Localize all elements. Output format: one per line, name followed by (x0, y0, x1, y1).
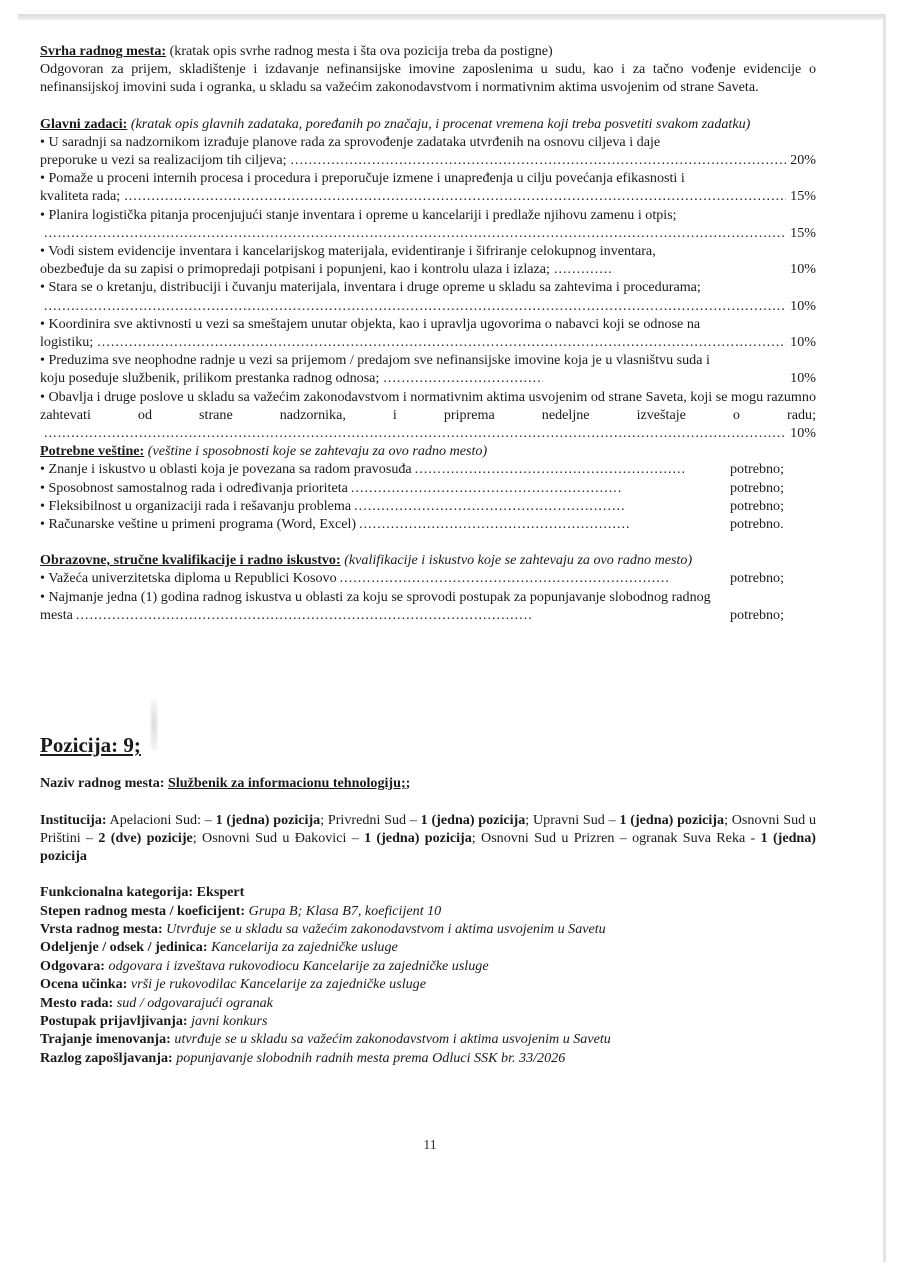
meta-row: Vrsta radnog mesta: Utvrđuje se u skladu sa važećim zakonodavstvom i aktima usvojenim u Savetu (40, 920, 606, 937)
purpose-hint: (kratak opis svrhe radnog mesta i šta ova pozicija treba da postigne) (166, 43, 553, 59)
meta-row: Mesto rada: sud / odgovarajući ogranak (40, 994, 273, 1011)
meta-row: Postupak prijavljivanja: javni konkurs (40, 1012, 268, 1029)
skill-item: • Sposobnost samostalnog rada i određivanja prioriteta ..... potrebno; (40, 479, 816, 497)
tasks-hint: (kratak opis glavnih zadataka, poređanih po značaju, i procenat vremena koji treba posvetiti svakom zadatku) (127, 115, 751, 132)
position-meta (40, 883, 816, 1067)
skill-item: • Računarske veštine u primeni programa (Word, Excel) ..... potrebno. (40, 515, 816, 533)
qualifications-hint: (kvalifikacije i iskustvo koje se zahtevaju za ovo radno mesto) (340, 552, 693, 569)
task-item: • Pomaže u proceni internih procesa i procedura i preporučuje izmene i unapređenja u cilju povećanja efikasnosti i kvaliteta rada; ..... 15% (40, 169, 816, 205)
position-title: Pozicija: 9; (40, 733, 141, 758)
task-item: • Planira logistička pitanja procenjujući stanje inventara i opreme u kancelariji i predlaže njihovu zamenu i otpis; ..... 15% (40, 206, 816, 242)
skills-heading: Potrebne veštine: (40, 443, 145, 460)
page-number: 11 (423, 1138, 437, 1153)
purpose-text: Odgovoran za prijem, skladištenje i izdavanje nefinansijske imovine zaposlenima u sudu, kao i za tačno vođenje evidencije o nefinansijskoj imovini suda i ogranka, u skladu sa važećim zakonodavstvom i normativnim aktima usvojenim od strane Saveta. (40, 61, 816, 96)
purpose-heading: Svrha radnog mesta: (40, 43, 167, 59)
task-item: • U saradnji sa nadzornikom izrađuje planove rada za sprovođenje zadataka utvrđenih na osnovu ciljeva i daje preporuke u vezi sa realizacijom tih ciljeva; ..... 20% (40, 133, 816, 169)
position-institution: Institucija: Apelacioni Sud: – 1 (jedna) pozicija; Privredni Sud – 1 (jedna) pozicija; Upravni Sud – 1 (jedna) pozicija; Osnovni Sud u Prištini – 2 (dve) pozicije; Osnovni Sud u Đakovici – 1 (jedna) pozicija; Osnovni Sud u Prizren – ogranak Suva Reka - 1 (jedna) pozicija (40, 811, 817, 864)
qualification-item: • Važeća univerzitetska diploma u Republici Kosovo ..... potrebno; (40, 569, 816, 587)
task-percent: 15% (790, 224, 816, 241)
skill-item: • Znanje i iskustvo u oblasti koja je povezana sa radom pravosuđa ..... potrebno; (40, 460, 816, 478)
task-percent: 15% (790, 188, 816, 205)
meta-row: Ocena učinka: vrši je rukovodilac Kancelarije za zajedničke usluge (40, 976, 426, 993)
position-name-value: Službenik za informacionu tehnologiju; (168, 775, 406, 792)
meta-row: Stepen radnog mesta / koeficijent: Grupa B; Klasa B7, koeficijent 10 (40, 902, 442, 919)
meta-row: Funkcionalna kategorija: Ekspert (40, 884, 245, 901)
task-item: • Stara se o kretanju, distribuciji i čuvanju materijala, inventara i druge opreme u skladu sa zahtevima i procedurama; ..... 10% (40, 278, 816, 314)
task-item: • Obavlja i druge poslove u skladu sa važećim zakonodavstvom i normativnim aktima usvojenim od strane Saveta, koji se mogu razumno zahtevati od strane nadzornika, i priprema nedeljne izveštaje o radu; ..... 10% (40, 388, 816, 443)
task-percent: 10% (790, 425, 816, 442)
skills-section (40, 442, 816, 533)
meta-row: Trajanje imenovanja: utvrđuje se u skladu sa važećim zakonodavstvom i aktima usvojenim u Savetu (40, 1031, 611, 1048)
task-item: • Vodi sistem evidencije inventara i kancelarijskog materijala, evidentiranje i šifriranje celokupnog inventara, obezbeđuje da su zapisi o primopredaji potpisani i popunjeni, kao i kontrolu ulaza i izlaza; ..... 10% (40, 242, 816, 278)
meta-row: Odgovara: odgovara i izveštava rukovodiocu Kancelarije za zajedničke usluge (40, 957, 489, 974)
position-name: Naziv radnog mesta: Službenik za informacionu tehnologiju;; (40, 775, 411, 792)
task-item: • Preduzima sve neophodne radnje u vezi sa prijemom / predajom sve nefinansijske imovine koja je u vlasništvu suda i koju poseduje službenik, prilikom prestanka radnog odnosa; ..... 10% (40, 351, 816, 387)
task-percent: 10% (790, 297, 816, 314)
document-body (40, 42, 816, 1067)
meta-row: Odeljenje / odsek / jedinica: Kancelarija za zajedničke usluge (40, 939, 398, 956)
skill-item: • Fleksibilnost u organizaciji rada i rešavanju problema ..... potrebno; (40, 497, 816, 515)
qualifications-heading: Obrazovne, stručne kvalifikacije i radno iskustvo: (40, 552, 341, 569)
tasks-heading: Glavni zadaci: (40, 115, 128, 132)
tasks-section (40, 115, 816, 443)
task-item: • Koordinira sve aktivnosti u vezi sa smeštajem unutar objekta, kao i upravlja ugovorima o nabavci koji se odnose na logistiku; ..... 10% (40, 315, 816, 351)
skills-hint: (veštine i sposobnosti koje se zahtevaju za ovo radno mesto) (144, 443, 488, 460)
task-percent: 10% (790, 334, 816, 351)
task-percent: 10% (790, 370, 816, 387)
scan-top-edge (18, 14, 886, 20)
scan-right-edge (883, 14, 886, 1262)
purpose-section (40, 42, 816, 97)
qualifications-section (40, 551, 816, 624)
meta-row: Razlog zapošljavanja: popunjavanje slobodnih radnih mesta prema Odluci SSK br. 33/2026 (40, 1049, 566, 1066)
position-section (40, 733, 817, 1067)
task-percent: 10% (790, 261, 816, 278)
task-percent: 20% (790, 152, 816, 169)
qualification-item: • Najmanje jedna (1) godina radnog iskustva u oblasti za koju se sprovodi postupak za popunjavanje slobodnog radnog mesta ..... potrebno; (40, 588, 816, 624)
